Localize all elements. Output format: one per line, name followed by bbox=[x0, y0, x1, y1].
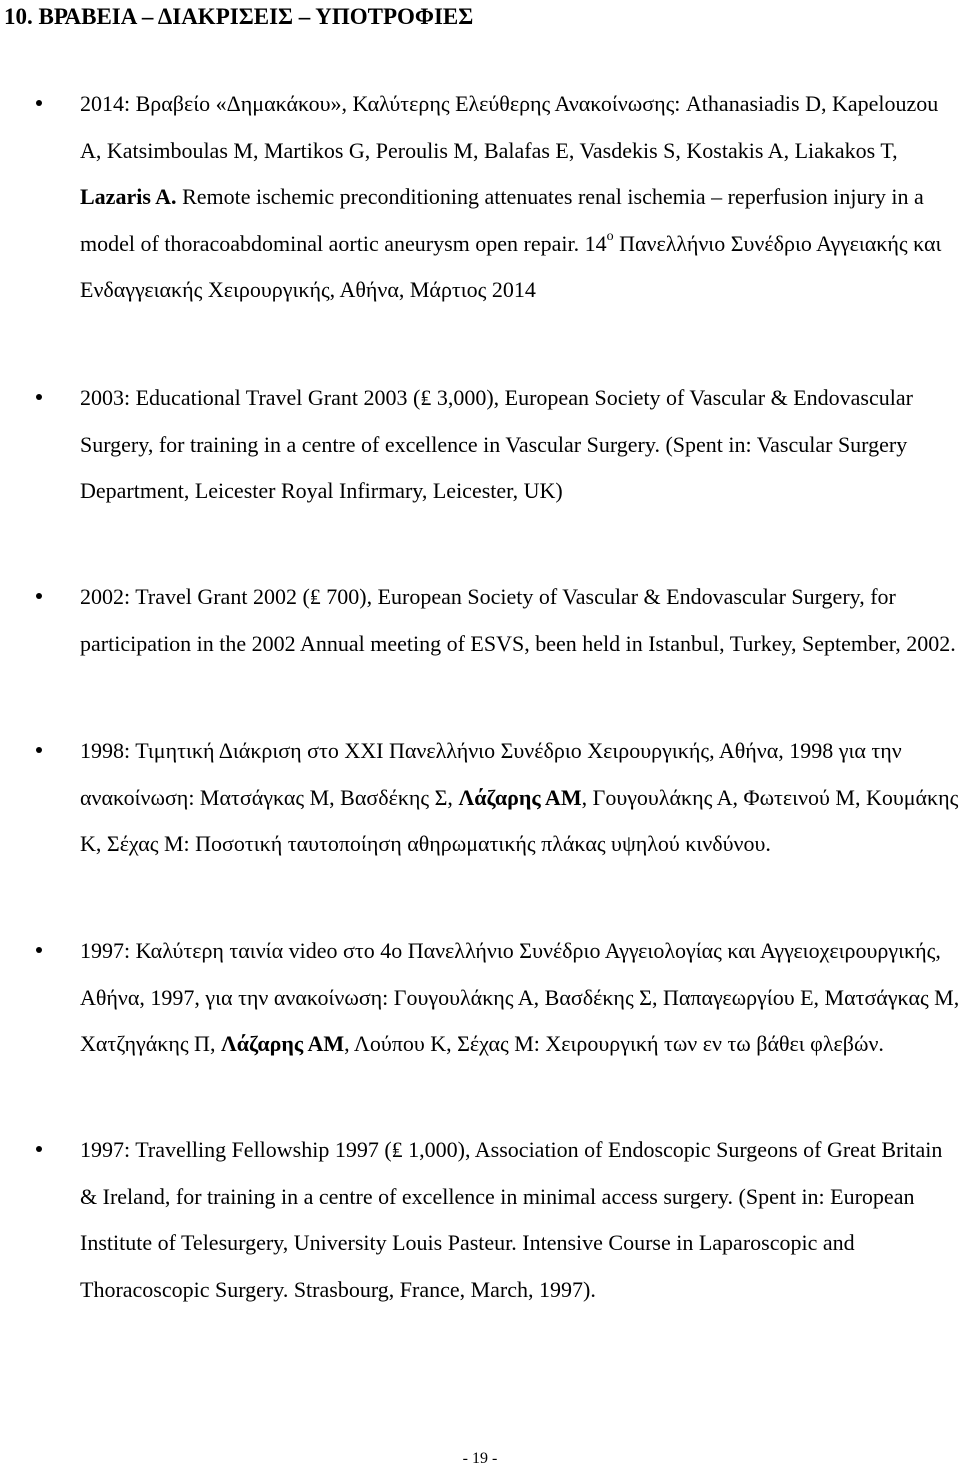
award-text: 1997: Travelling Fellowship 1997 (₤ 1,000), Association of Endoscopic Surgeons of Great Britain & Ireland, for training in a centre of excellence in minimal access surgery. (Spent in: European Institute of Telesurgery, University Louis Pasteur. Intensive Course in Laparoscopic and Thoracoscopic Surgery. Strasbourg, France, March, 1997). bbox=[80, 1137, 943, 1302]
highlighted-author: Λάζαρης ΑΜ bbox=[220, 1031, 345, 1056]
award-item-1998 bbox=[80, 728, 960, 868]
award-text: 1997: Καλύτερη ταινία video στο 4ο Πανελλήνιο Συνέδριο Αγγειολογίας και Αγγειοχειρουργικής, Αθήνα, 1997, για την ανακοίνωση: Γουγουλάκης Α, Βασδέκης Σ, Παπαγεωργίου Ε, Ματσάγκας Μ, Χατζηγάκης Π, bbox=[80, 938, 960, 1056]
award-item-1997-fellowship bbox=[80, 1127, 960, 1313]
bullet-icon bbox=[36, 100, 42, 106]
award-text: Πανελλήνιο Συνέδριο Αγγειακής και Ενδαγγειακής Χειρουργικής, Αθήνα, Μάρτιος 2014 bbox=[80, 230, 942, 302]
bullet-icon bbox=[36, 394, 42, 400]
bullet-icon bbox=[36, 747, 42, 753]
award-text: 2002: Travel Grant 2002 (₤ 700), European Society of Vascular & Endovascular Surgery, for participation in the 2002 Annual meeting of ESVS, been held in Istanbul, Turkey, September, 2002. bbox=[80, 584, 956, 656]
award-text: 2003: Educational Travel Grant 2003 (₤ 3,000), European Society of Vascular & Endovascular Surgery, for training in a centre of excellence in Vascular Surgery. (Spent in: Vascular Surgery Department, Leicester Royal Infirmary, Leicester, UK) bbox=[80, 385, 913, 503]
award-item-2003 bbox=[80, 375, 960, 515]
bullet-icon bbox=[36, 1146, 42, 1152]
page-number: - 19 - bbox=[462, 1450, 498, 1467]
highlighted-author: Lazaris A. bbox=[80, 184, 177, 209]
section-heading: 10. ΒΡΑΒΕΙΑ – ΔΙΑΚΡΙΣΕΙΣ – ΥΠΟΤΡΟΦΙΕΣ bbox=[4, 4, 474, 29]
bullet-icon bbox=[36, 593, 42, 599]
ordinal-superscript: ο bbox=[606, 229, 614, 245]
award-text: 2014: Βραβείο «Δημακάκου», Καλύτερης Ελεύθερης Ανακοίνωσης: Athanasiadis D, Kapelouzou A, Katsimboulas M, Martikos G, Peroulis M, Balafas E, Vasdekis S, Kostakis A, Liakakos T, bbox=[80, 91, 939, 163]
highlighted-author: Λάζαρης ΑΜ bbox=[458, 784, 582, 810]
award-text: 1998: Τιμητική Διάκριση στο XXI Πανελλήνιο Συνέδριο Χειρουργικής, Αθήνα, 1998 για την ανακοίνωση: Ματσάγκας Μ, Βασδέκης Σ, bbox=[80, 738, 902, 810]
award-item-2002 bbox=[80, 574, 960, 667]
award-text: , Γουγουλάκης Α, Φωτεινού Μ, Κουμάκης Κ, Σέχας Μ: Ποσοτική ταυτοποίηση αθηρωματικής πλάκας υψηλού κινδύνου. bbox=[80, 784, 959, 856]
award-item-1997-video bbox=[80, 928, 960, 1068]
award-text: , Λούπου Κ, Σέχας Μ: Χειρουργική των εν τω βάθει φλεβών. bbox=[344, 1031, 884, 1056]
award-text: Remote ischemic preconditioning attenuates renal ischemia – reperfusion injury in a model of thoracoabdominal aortic aneurysm open repair. 14 bbox=[80, 184, 924, 256]
bullet-icon bbox=[36, 947, 42, 953]
award-item-2014 bbox=[80, 81, 960, 314]
